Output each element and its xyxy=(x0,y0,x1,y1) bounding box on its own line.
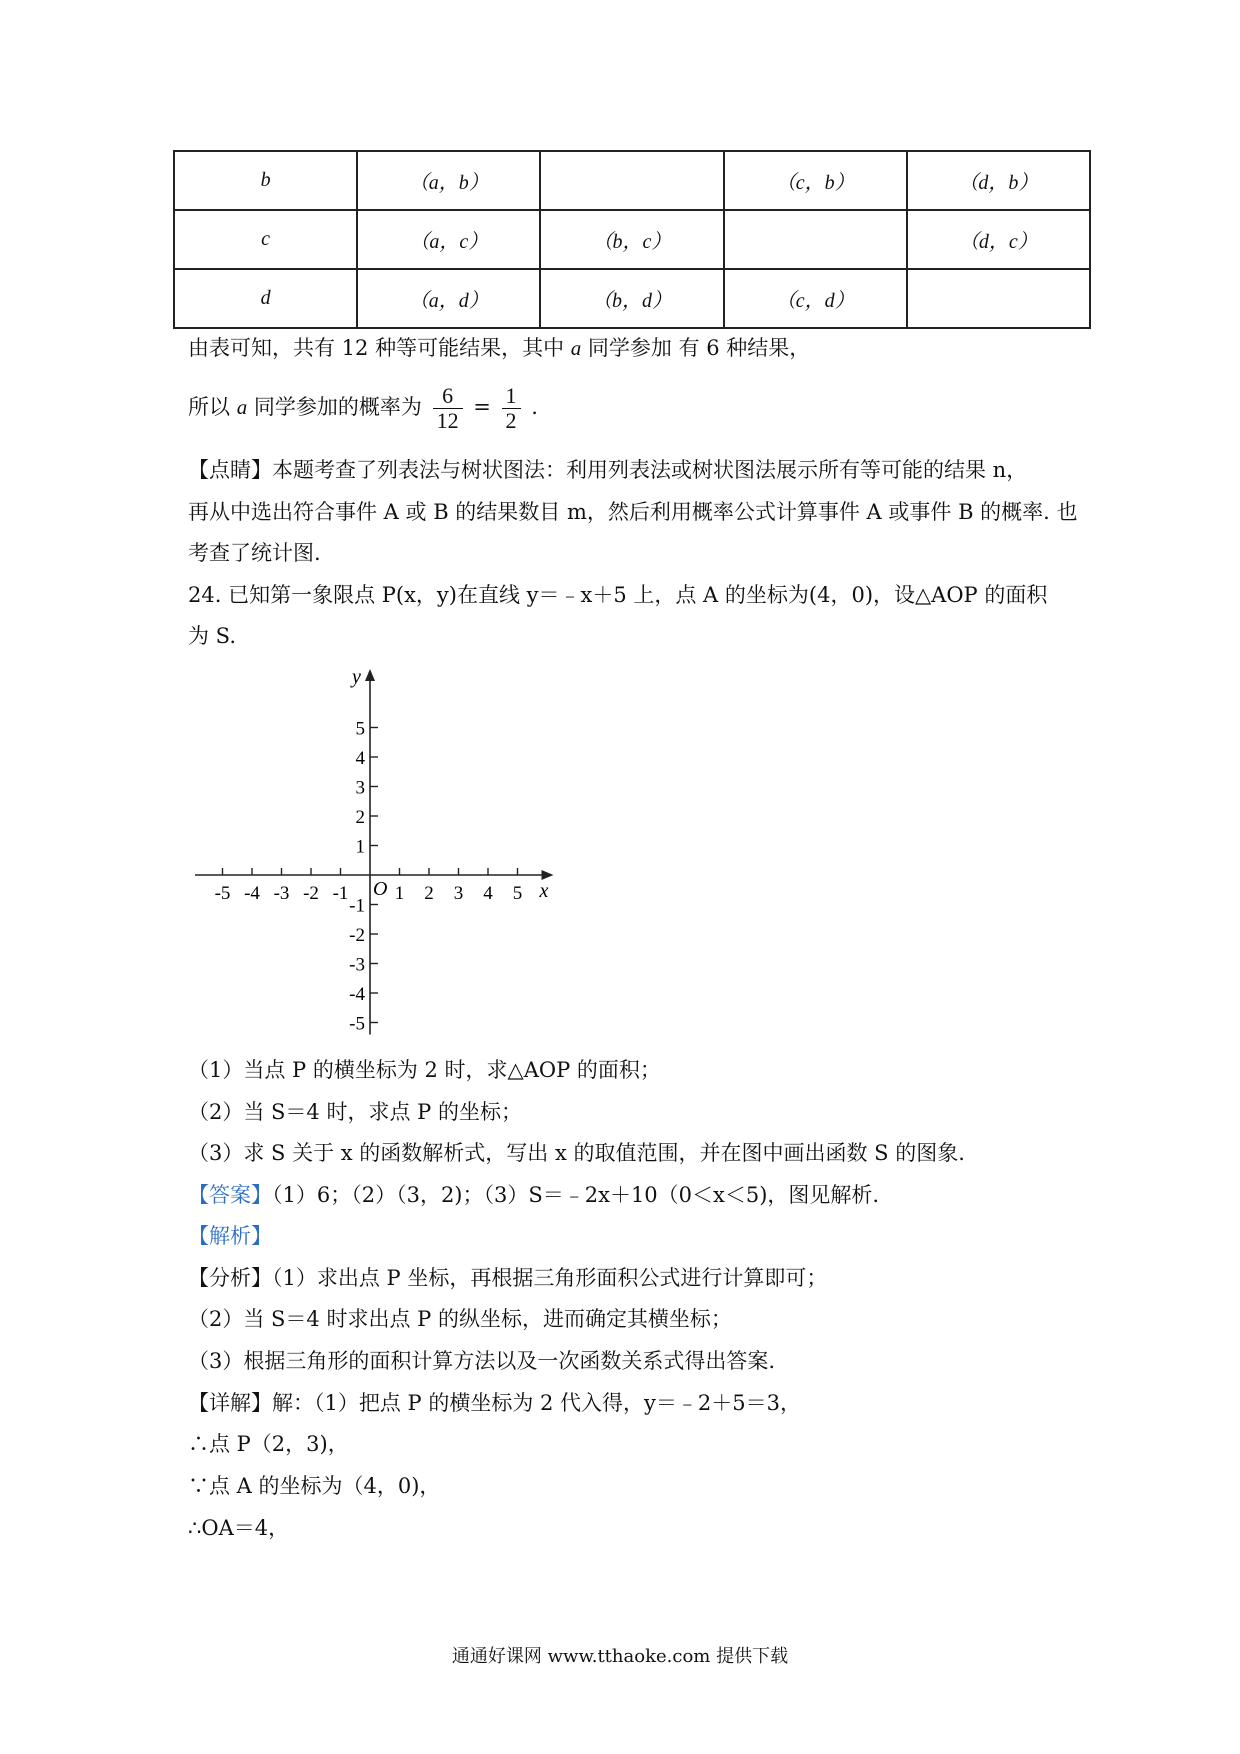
y-tick-label: 3 xyxy=(355,777,365,799)
origin-label: O xyxy=(373,878,388,900)
x-tick-label: 4 xyxy=(483,883,493,904)
answer-line xyxy=(188,1180,879,1210)
table-cell xyxy=(907,269,1090,328)
table-cell: （a，b） xyxy=(357,151,540,210)
x-axis-label: x xyxy=(539,880,549,902)
fraction-numerator: 6 xyxy=(433,384,463,409)
conclusion-line xyxy=(188,333,810,363)
table-row xyxy=(174,269,1090,328)
x-tick-label: 3 xyxy=(453,883,464,904)
table-cell: （d，c） xyxy=(907,210,1090,269)
table-cell: （a，c） xyxy=(357,210,540,269)
question-24-line-2: 为 S. xyxy=(188,624,236,648)
y-axis-arrow xyxy=(365,669,375,681)
detail-line-2: ∴点 P（2，3)， xyxy=(188,1432,349,1456)
x-tick-label: -1 xyxy=(332,883,349,904)
part-3-question: （3）求 S 关于 x 的函数解析式，写出 x 的取值范围，并在图中画出函数 S 的图象. xyxy=(188,1141,965,1165)
y-axis-label: y xyxy=(352,666,361,688)
table-cell: （c，d） xyxy=(724,269,907,328)
equals-sign: = xyxy=(473,395,491,419)
x-tick-label: -4 xyxy=(244,883,260,904)
y-tick-label: -1 xyxy=(349,895,365,917)
y-tick-label: -5 xyxy=(349,1013,365,1035)
detail-line-3: ∵点 A 的坐标为（4，0)， xyxy=(188,1474,441,1498)
fraction-denominator: 2 xyxy=(505,408,517,433)
x-tick-label: 2 xyxy=(424,883,434,904)
y-tick-label: -2 xyxy=(349,925,365,946)
x-tick-label: 5 xyxy=(512,883,523,904)
table-cell: （b，c） xyxy=(540,210,723,269)
fenxi-line-1: 【分析】（1）求出点 P 坐标，再根据三角形面积公式进行计算即可； xyxy=(188,1266,828,1290)
table-cell: b xyxy=(174,151,357,210)
table-row xyxy=(174,210,1090,269)
answer-body: （1）6；（2）（3，2)；（3）S＝﹣2x＋10（0＜x＜5)，图见解析. xyxy=(272,1183,880,1207)
x-tick-label: -5 xyxy=(214,883,231,904)
y-tick-label: -3 xyxy=(349,954,365,976)
fenxi-line-2: （2）当 S＝4 时求出点 P 的纵坐标，进而确定其横坐标； xyxy=(188,1307,732,1331)
outcome-table xyxy=(173,150,1091,329)
y-tick-label: -4 xyxy=(349,984,365,1005)
y-tick-label: 2 xyxy=(355,807,365,828)
coordinate-grid xyxy=(195,665,565,1050)
detail-line-4: ∴OA＝4， xyxy=(188,1516,290,1540)
text-span: 由表可知，共有 12 种等可能结果，其中 xyxy=(188,336,571,360)
answer-label: 【答案】 xyxy=(188,1183,272,1207)
text-span: 所以 xyxy=(188,395,237,419)
analysis-label: 【解析】 xyxy=(188,1224,272,1248)
text-span: 同学参加的概率为 xyxy=(247,395,422,419)
variable-a: a xyxy=(236,395,248,419)
y-tick-label: 4 xyxy=(355,748,365,769)
fenxi-line-3: （3）根据三角形的面积计算方法以及一次函数关系式得出答案. xyxy=(188,1349,776,1373)
dianjing-line-3: 考查了统计图. xyxy=(188,541,321,565)
table-cell: d xyxy=(174,269,357,328)
text-span: 同学参加 有 6 种结果， xyxy=(581,336,811,360)
y-tick-label: 1 xyxy=(355,836,365,858)
variable-a: a xyxy=(570,336,582,360)
table-cell xyxy=(540,151,723,210)
axes xyxy=(195,669,554,1035)
part-1-question: （1）当点 P 的横坐标为 2 时，求△AOP 的面积； xyxy=(188,1058,661,1082)
x-axis-arrow xyxy=(542,870,554,880)
fraction-six-twelfths xyxy=(433,384,463,433)
y-tick-label: 5 xyxy=(355,718,365,740)
table-cell: c xyxy=(174,210,357,269)
fraction-numerator: 1 xyxy=(502,384,521,409)
fraction-one-half xyxy=(502,384,521,433)
question-24-line-1: 24. 已知第一象限点 P(x，y)在直线 y＝﹣x＋5 上，点 A 的坐标为(4，0)，设△AOP 的面积 xyxy=(188,583,1048,607)
x-ticks xyxy=(215,868,523,904)
table-cell xyxy=(724,210,907,269)
dianjing-line-2: 再从中选出符合事件 A 或 B 的结果数目 m，然后利用概率公式计算事件 A 或事件 B 的概率. 也 xyxy=(188,500,1078,524)
table-cell: （d，b） xyxy=(907,151,1090,210)
x-tick-label: -2 xyxy=(303,883,319,904)
probability-line xyxy=(188,384,538,433)
part-2-question: （2）当 S＝4 时，求点 P 的坐标； xyxy=(188,1100,522,1124)
detail-line-1: 【详解】解：（1）把点 P 的横坐标为 2 代入得，y＝﹣2＋5＝3， xyxy=(188,1391,801,1415)
footer-watermark: 通通好课网 www.tthaoke.com 提供下载 xyxy=(451,1646,789,1667)
table-cell: （c，b） xyxy=(724,151,907,210)
period: . xyxy=(531,395,538,419)
y-ticks xyxy=(349,719,378,1035)
x-tick-label: -3 xyxy=(273,883,290,904)
table-cell: （b，d） xyxy=(540,269,723,328)
table-cell: （a，d） xyxy=(357,269,540,328)
dianjing-line-1: 【点睛】本题考查了列表法与树状图法：利用列表法或树状图法展示所有等可能的结果 n， xyxy=(188,458,1028,482)
table-row xyxy=(174,151,1090,210)
x-tick-label: 1 xyxy=(394,883,405,904)
fraction-denominator: 12 xyxy=(436,408,459,433)
